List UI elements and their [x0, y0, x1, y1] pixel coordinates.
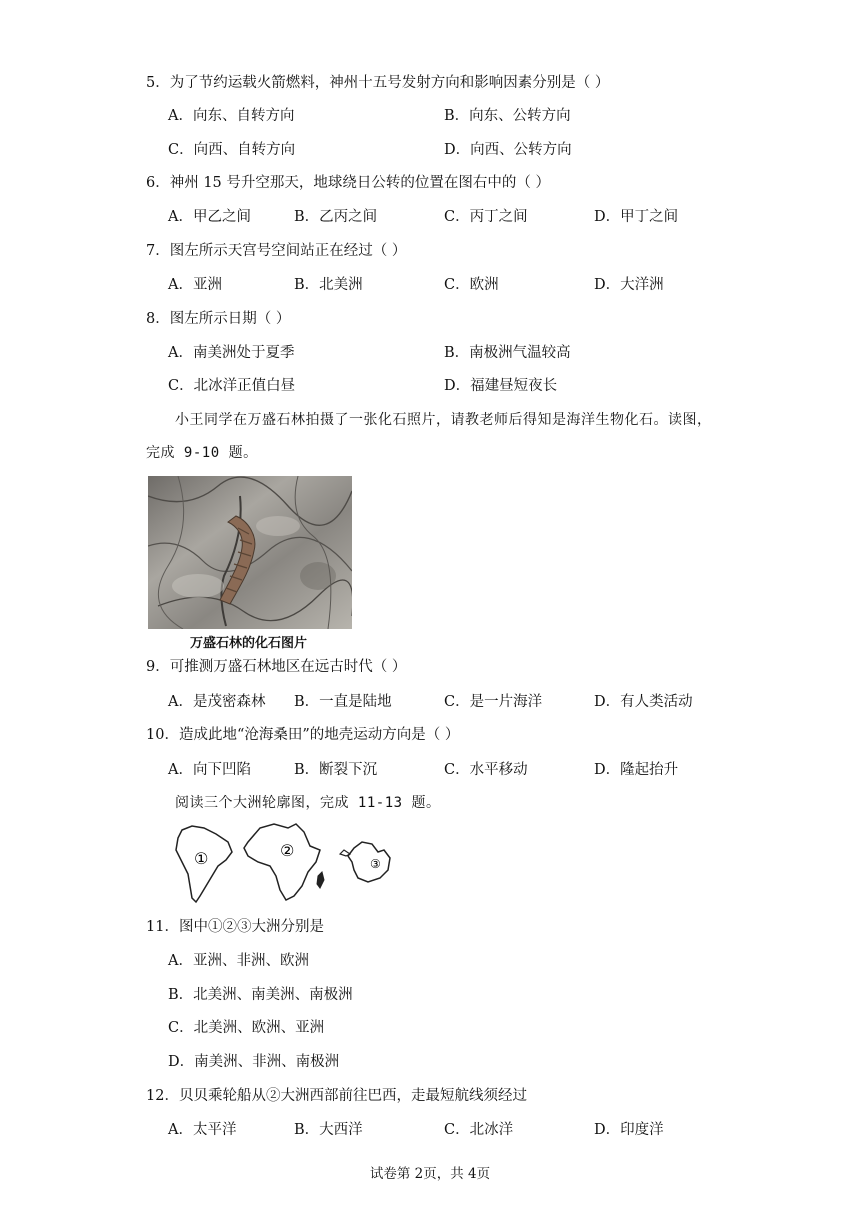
continent-2-label: ②	[280, 841, 295, 860]
q5-option-b: B．向东、公转方向	[444, 108, 571, 124]
q6-option-d: D．甲丁之间	[594, 209, 679, 225]
q8-option-a: A．南美洲处于夏季	[168, 345, 295, 361]
q11-option-d: D．南美洲、非洲、南极洲	[168, 1054, 340, 1070]
q12-option-d: D．印度洋	[594, 1122, 664, 1138]
q8-option-b: B．南极洲气温较高	[444, 345, 571, 361]
continent-2-outline	[244, 824, 320, 900]
madagascar-outline	[317, 872, 324, 888]
q5-option-d: D．向西、公转方向	[444, 142, 572, 158]
q10-option-b: B．断裂下沉	[294, 762, 378, 778]
q11-option-b: B．北美洲、南美洲、南极洲	[168, 987, 353, 1003]
q12-option-a: A．太平洋	[168, 1122, 237, 1138]
q9-option-d: D．有人类活动	[594, 694, 693, 710]
antarctic-peninsula-outline	[340, 850, 350, 856]
q9-option-b: B．一直是陆地	[294, 694, 392, 710]
q9-option-a: A．是茂密森林	[168, 694, 266, 710]
photo-caption: 万盛石林的化石图片	[190, 636, 308, 651]
question-6-stem: 6．神州 15 号升空那天，地球绕日公转的位置在图右中的（ ）	[146, 175, 551, 191]
question-9-stem: 9．可推测万盛石林地区在远古时代（ ）	[146, 659, 407, 675]
passage-continents: 阅读三个大洲轮廓图，完成 11-13 题。	[175, 795, 441, 811]
continent-3-label: ③	[370, 857, 381, 871]
q7-option-a: A．亚洲	[168, 277, 222, 293]
question-10-stem: 10．造成此地“沧海桑田”的地壳运动方向是（ ）	[146, 727, 460, 743]
q10-option-c: C．水平移动	[444, 762, 528, 778]
q12-option-c: C．北冰洋	[444, 1122, 514, 1138]
q7-option-c: C．欧洲	[444, 277, 499, 293]
continent-outline-maps	[170, 820, 392, 906]
fossil-photo	[148, 476, 352, 629]
q11-option-c: C．北美洲、欧洲、亚洲	[168, 1020, 325, 1036]
question-7-stem: 7．图左所示天宫号空间站正在经过（ ）	[146, 243, 407, 259]
continent-3-outline	[348, 842, 390, 882]
q10-option-a: A．向下凹陷	[168, 762, 251, 778]
q9-option-c: C．是一片海洋	[444, 694, 543, 710]
passage-intro-line2: 完成 9-10 题。	[146, 445, 258, 461]
q5-option-a: A．向东、自转方向	[168, 108, 295, 124]
q8-option-c: C．北冰洋正值白昼	[168, 378, 296, 394]
question-5-stem: 5．为了节约运载火箭燃料，神州十五号发射方向和影响因素分别是（ ）	[146, 75, 610, 91]
q6-option-c: C．丙丁之间	[444, 209, 528, 225]
continent-1-label: ①	[194, 849, 209, 868]
question-12-stem: 12．贝贝乘轮船从②大洲西部前往巴西，走最短航线须经过	[146, 1088, 527, 1104]
q7-option-b: B．北美洲	[294, 277, 363, 293]
question-8-stem: 8．图左所示日期（ ）	[146, 311, 291, 327]
q8-option-d: D．福建昼短夜长	[444, 378, 558, 394]
q5-option-c: C．向西、自转方向	[168, 142, 296, 158]
q6-option-b: B．乙丙之间	[294, 209, 378, 225]
question-11-stem: 11．图中①②③大洲分别是	[146, 919, 324, 935]
q11-option-a: A．亚洲、非洲、欧洲	[168, 953, 309, 969]
q7-option-d: D．大洋洲	[594, 277, 664, 293]
q6-option-a: A．甲乙之间	[168, 209, 251, 225]
q10-option-d: D．隆起抬升	[594, 762, 679, 778]
page-footer: 试卷第 2页，共 4页	[369, 1166, 491, 1182]
passage-intro-line1: 小王同学在万盛石林拍摄了一张化石照片，请教老师后得知是海洋生物化石。读图，	[175, 412, 712, 428]
q12-option-b: B．大西洋	[294, 1122, 363, 1138]
